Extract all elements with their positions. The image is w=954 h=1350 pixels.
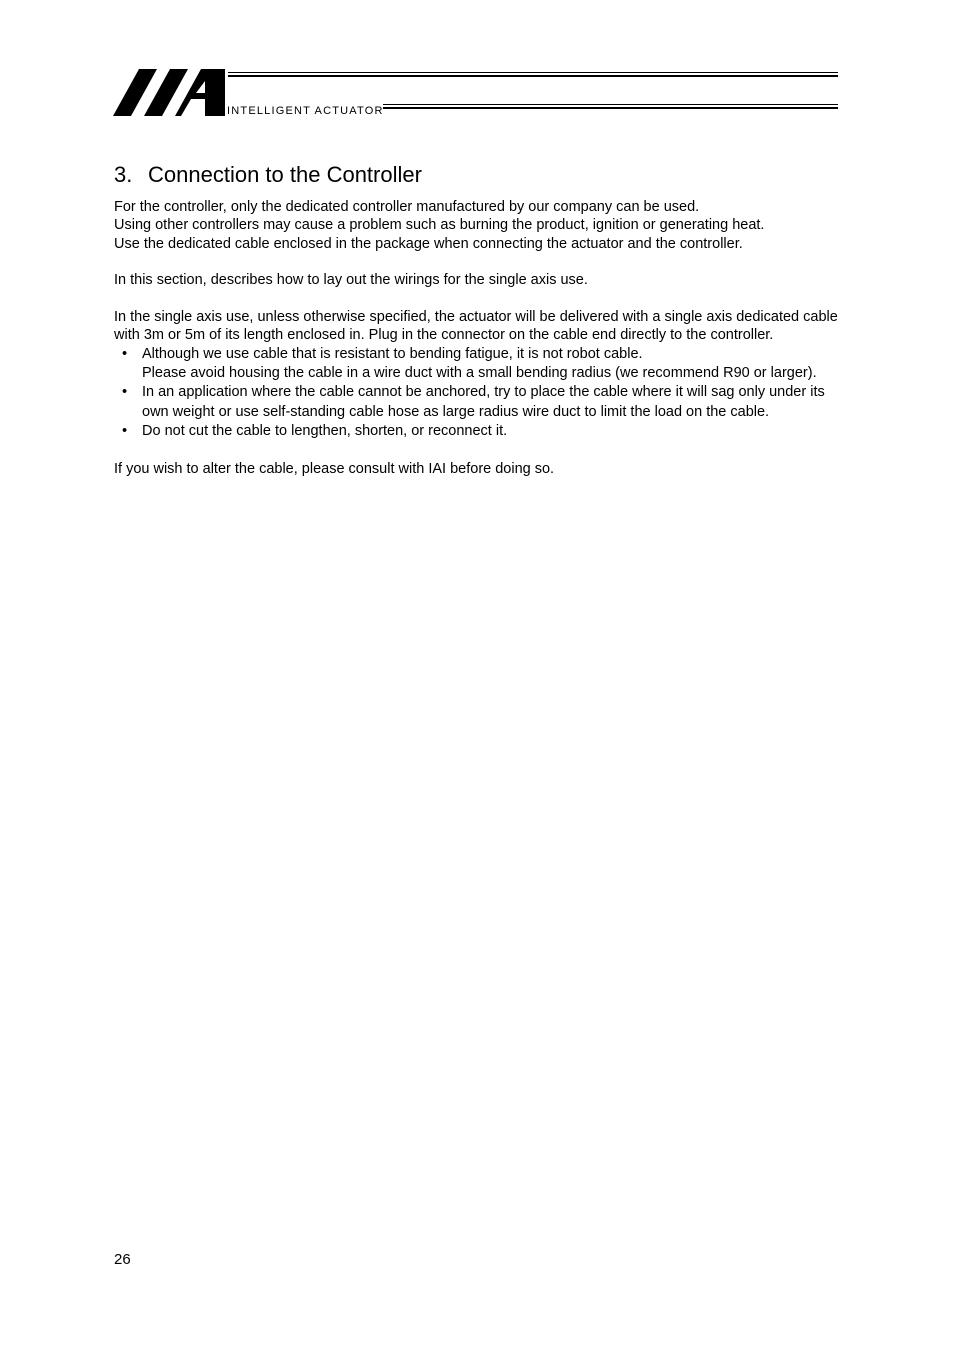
list-item [114, 383, 844, 422]
paragraph: In the single axis use, unless otherwise specified, the actuator will be delivered with a single axis dedicated cable with 3m or 5m of its length enclosed in. Plug in the connector on the cable end directly to the controller. [114, 309, 838, 344]
paragraph-line: Using other controllers may cause a problem such as burning the product, ignition or generating heat. [114, 217, 765, 234]
list-item-text: Do not cut the cable to lengthen, shorten, or reconnect it. [142, 422, 508, 439]
list-item-text: Although we use cable that is resistant to bending fatigue, it is not robot cable. [142, 345, 643, 362]
paragraph-line: Use the dedicated cable enclosed in the package when connecting the actuator and the controller. [114, 235, 743, 252]
bullet-icon: • [122, 384, 128, 401]
list-item [114, 345, 844, 384]
section-title: Connection to the Controller [148, 162, 422, 187]
page-number: 26 [114, 1251, 131, 1268]
brand-text: INTELLIGENT ACTUATOR [227, 105, 384, 117]
header-rule [383, 107, 838, 109]
paragraph-line: For the controller, only the dedicated controller manufactured by our company can be used. [114, 199, 700, 215]
header-rule [228, 72, 838, 73]
section-heading [114, 160, 844, 190]
paragraph: If you wish to alter the cable, please consult with IAI before doing so. [114, 460, 555, 477]
paragraph: In this section, describes how to lay out the wirings for the single axis use. [114, 272, 588, 289]
list-item [114, 422, 844, 441]
bullet-icon: • [122, 345, 128, 362]
list-item-text: Please avoid housing the cable in a wire duct with a small bending radius (we recommend R90 or larger). [142, 365, 817, 382]
bullet-icon: • [122, 422, 128, 439]
header-rule [228, 75, 838, 77]
header-rule [383, 104, 838, 105]
section-content [114, 160, 844, 478]
bullet-list [114, 345, 844, 441]
iai-logo-icon [113, 69, 225, 117]
list-item-text: In an application where the cable cannot be anchored, try to place the cable where it will sag only under its own weight or use self-standing cable hose as large radius wire duct to limit the load on the cable. [142, 384, 825, 420]
intro-paragraph [114, 198, 844, 253]
section-number: 3. [114, 162, 133, 187]
